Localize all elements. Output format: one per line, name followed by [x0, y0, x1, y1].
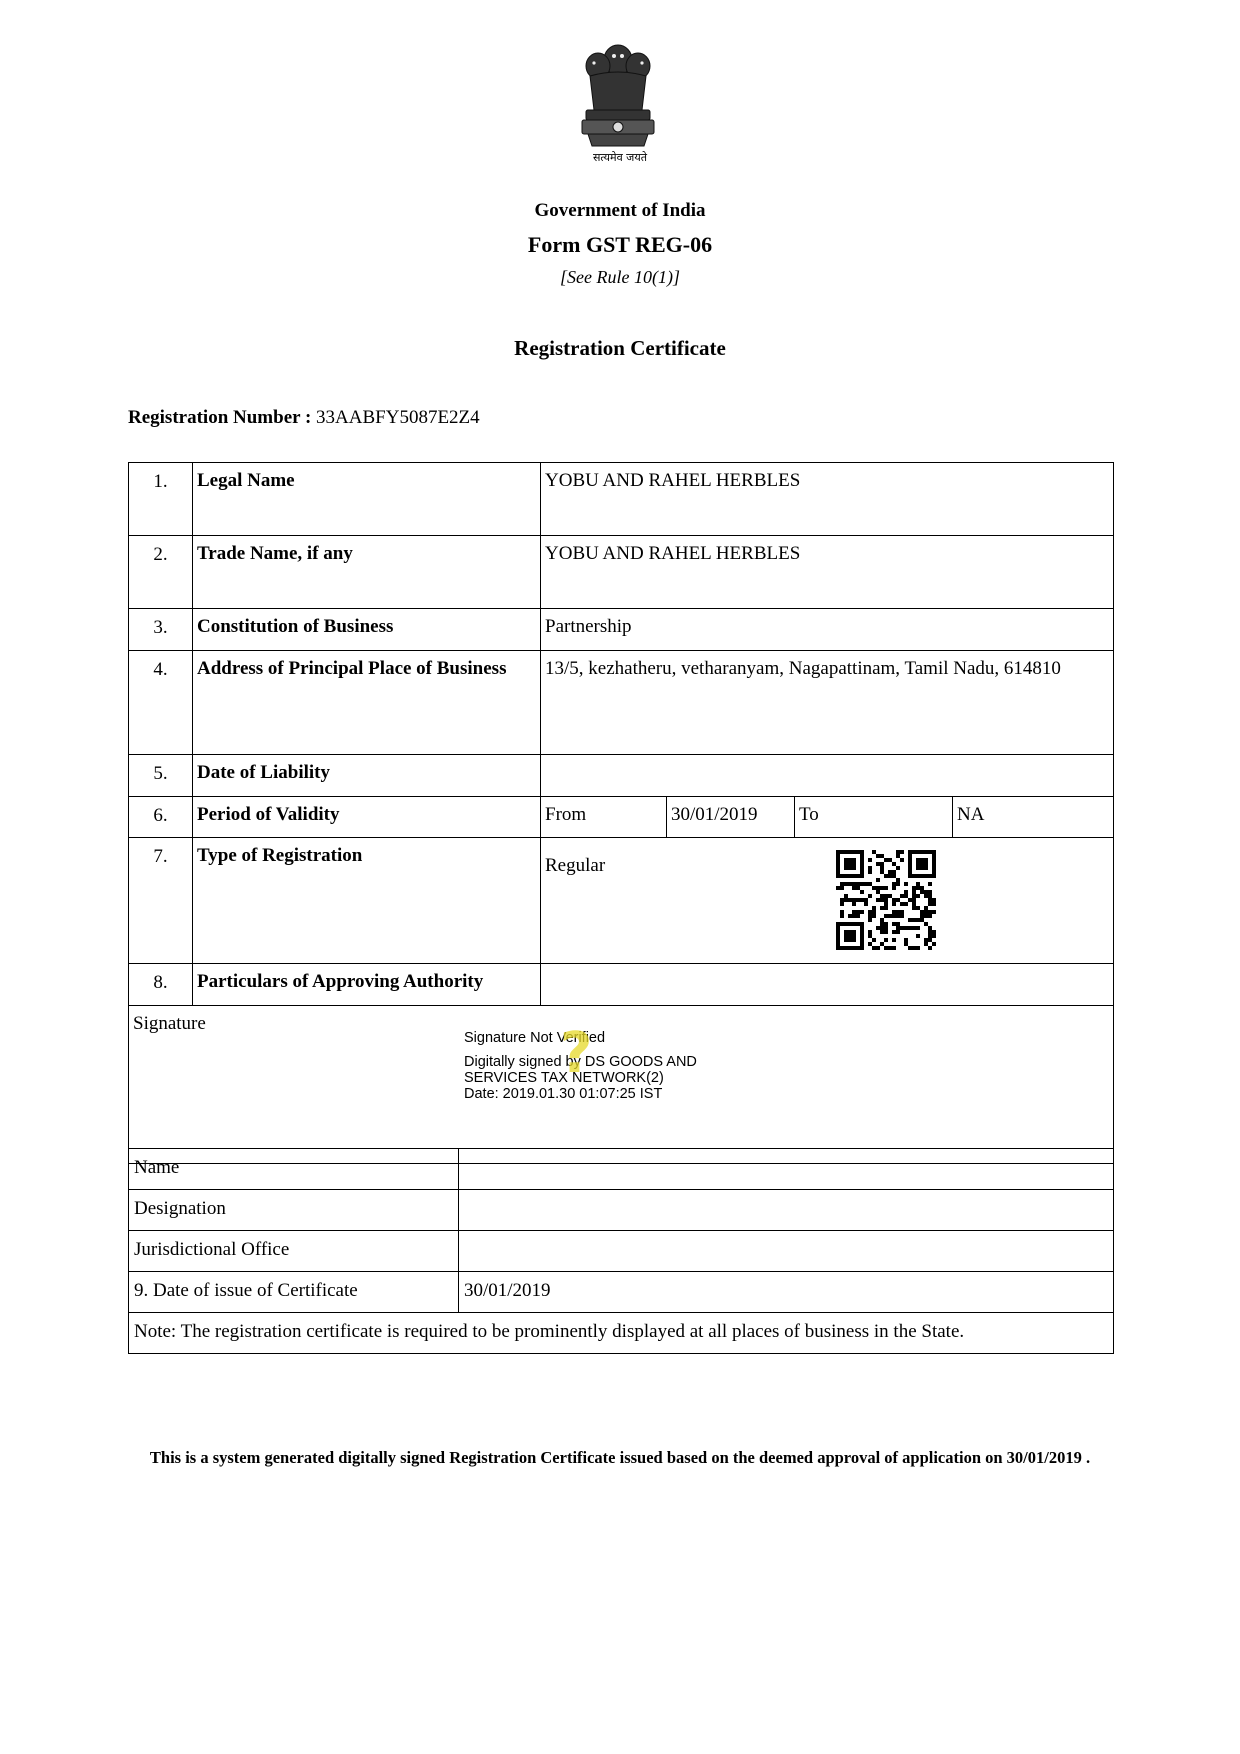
- table-row: [129, 1272, 1114, 1313]
- registration-number-label: Registration Number :: [128, 407, 312, 428]
- registration-type-value: Regular: [545, 855, 606, 876]
- jurisdictional-office-label: Jurisdictional Office: [129, 1231, 459, 1272]
- table-row: [129, 1231, 1114, 1272]
- row-number: 5.: [129, 755, 193, 797]
- system-generated-footer: This is a system generated digitally signed Registration Certificate issued based on the deemed approval of application on 30/01/2019 .: [149, 1448, 1091, 1467]
- table-row: [129, 755, 1114, 797]
- emblem-motto: सत्यमेव जयते: [592, 151, 647, 164]
- signature-row: [129, 1006, 1114, 1164]
- trade-name-value: YOBU AND RAHEL HERBLES: [541, 536, 1114, 609]
- table-row: [129, 838, 1114, 964]
- registration-number-line: [128, 407, 480, 429]
- row-number: 6.: [129, 797, 193, 838]
- digital-signature-block[interactable]: [464, 1021, 697, 1102]
- signature-date: Date: 2019.01.30 01:07:25 IST: [464, 1086, 663, 1102]
- approving-authority-value: [541, 964, 1114, 1006]
- designation-label: Designation: [129, 1190, 459, 1231]
- signature-label: Signature: [133, 1013, 206, 1034]
- designation-value: [459, 1190, 1114, 1231]
- signature-cell: [129, 1006, 1114, 1164]
- form-title: Form GST REG-06: [527, 232, 713, 257]
- table-row: [129, 609, 1114, 651]
- date-of-liability-value: [541, 755, 1114, 797]
- validity-label: Period of Validity: [193, 797, 541, 838]
- table-row: [129, 536, 1114, 609]
- authority-table: [128, 1148, 1114, 1354]
- table-row: [129, 463, 1114, 536]
- jurisdictional-office-value: [459, 1231, 1114, 1272]
- registration-type-label: Type of Registration: [193, 838, 541, 964]
- rule-reference: [See Rule 10(1)]: [560, 267, 680, 287]
- government-heading: Government of India: [534, 200, 706, 221]
- constitution-label: Constitution of Business: [193, 609, 541, 651]
- table-row: [129, 964, 1114, 1006]
- national-emblem: [576, 38, 660, 158]
- display-note: Note: The registration certificate is required to be prominently displayed at all places of business in the State.: [129, 1313, 1114, 1354]
- row-number: 1.: [129, 463, 193, 536]
- unverified-question-icon: ?: [560, 1021, 593, 1086]
- certificate-details-table: [128, 462, 1114, 1164]
- date-of-liability-label: Date of Liability: [193, 755, 541, 797]
- issue-date-value: 30/01/2019: [459, 1272, 1114, 1313]
- row-number: 7.: [129, 838, 193, 964]
- legal-name-value: YOBU AND RAHEL HERBLES: [541, 463, 1114, 536]
- table-row: [129, 797, 1114, 838]
- validity-from-date: 30/01/2019: [667, 797, 795, 838]
- qr-code: [836, 850, 936, 950]
- signature-signed-by: Digitally signed by DS GOODS AND: [464, 1054, 697, 1070]
- trade-name-label: Trade Name, if any: [193, 536, 541, 609]
- signature-status: Signature Not Verified: [464, 1030, 606, 1046]
- row-number: 4.: [129, 651, 193, 755]
- table-row: [129, 1190, 1114, 1231]
- signature-signer-org: SERVICES TAX NETWORK(2): [464, 1070, 664, 1086]
- registration-number: 33AABFY5087E2Z4: [316, 407, 480, 428]
- table-row: [129, 1149, 1114, 1190]
- row-number: 3.: [129, 609, 193, 651]
- validity-to-date: NA: [953, 797, 1114, 838]
- name-value: [459, 1149, 1114, 1190]
- constitution-value: Partnership: [541, 609, 1114, 651]
- name-label: Name: [129, 1149, 459, 1190]
- approving-authority-label: Particulars of Approving Authority: [193, 964, 541, 1006]
- validity-from-label: From: [541, 797, 667, 838]
- validity-to-label: To: [795, 797, 953, 838]
- certificate-title: Registration Certificate: [514, 336, 726, 360]
- registration-type-cell: [541, 838, 1114, 964]
- address-label: Address of Principal Place of Business: [193, 651, 541, 755]
- table-row: [129, 651, 1114, 755]
- row-number: 8.: [129, 964, 193, 1006]
- row-number: 2.: [129, 536, 193, 609]
- issue-date-label: 9. Date of issue of Certificate: [129, 1272, 459, 1313]
- table-row: [129, 1313, 1114, 1354]
- legal-name-label: Legal Name: [193, 463, 541, 536]
- address-value: 13/5, kezhatheru, vetharanyam, Nagapattinam, Tamil Nadu, 614810: [541, 651, 1114, 755]
